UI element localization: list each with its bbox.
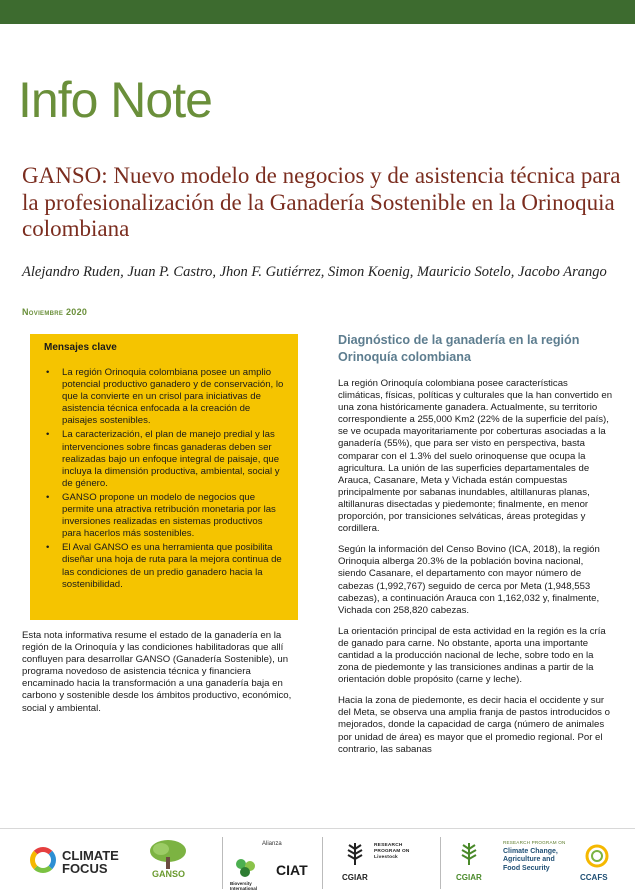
ciat-text: CIAT: [276, 862, 308, 878]
key-messages-heading: Mensajes clave: [44, 342, 117, 353]
footer-separator: [322, 837, 323, 889]
top-banner: [0, 0, 635, 24]
climate-focus-text: CLIMATE FOCUS: [62, 848, 119, 876]
publication-date: Noviembre 2020: [22, 307, 88, 317]
bullet-icon: •: [46, 367, 50, 378]
key-messages-list: [44, 367, 284, 591]
list-item: [44, 492, 284, 540]
list-item: [44, 429, 284, 489]
ganso-text: GANSO: [152, 869, 186, 879]
list-item-text: La caracterización, el plan de manejo predial y las intervenciones sobre fincas ganaderas deben ser realizadas bajo un enfoque integral de paisaje, que incluya la dimensión productiva, ambiental, social y de género.: [62, 429, 280, 489]
cgiar-wheat-icon: [456, 841, 482, 867]
footer-separator: [440, 837, 441, 889]
bullet-icon: •: [46, 491, 50, 503]
footer-logos: [0, 829, 635, 896]
body-paragraph: Según la información del Censo Bovino (ICA, 2018), la región Orinoquia alberga 20.3% de la población bovina nacional, siendo Casanare, el departamento con mayor número de cabezas (1,992,767) seguido de cerca por Meta (1,948,553 cabezas), a continuación Arauca con 1,162,032 y, finalmente, Vichada con 258,820 cabezas.: [338, 544, 600, 616]
document-title: GANSO: Nuevo modelo de negocios y de asistencia técnica para la profesionalización de la Ganadería Sostenible en la Orinoquia colombiana: [22, 163, 621, 241]
bullet-icon: •: [46, 542, 50, 554]
cgiar-text: CGIAR: [456, 873, 482, 882]
cgiar-text: CGIAR: [342, 873, 368, 882]
key-messages-box: [30, 334, 298, 620]
ccafs-full-name: Climate Change, Agriculture and Food Security: [503, 848, 558, 872]
body-paragraph: Hacia la zona de piedemonte, es decir hacia el occidente y sur del Meta, se observa una amplia franja de pastos introducidos o mejorados, donde la capacidad de carga (número de animales por unidad de área) es mayor que el promedio regional. Por el contrario, las sabanas: [338, 695, 610, 755]
ccafs-swirl-icon: [584, 843, 610, 869]
ccafs-text: CCAFS: [580, 873, 608, 882]
list-item-text: La región Orinoquia colombiana posee un amplio potencial productivo ganadero y de conservación, lo que la convierte en un crisol para iniciativas de asistencia técnica enfocada a la creación de paisajes sostenibles.: [62, 367, 284, 427]
ccafs-program-label: RESEARCH PROGRAM ON: [503, 840, 566, 845]
body-paragraph: La región Orinoquía colombiana posee características climáticas, físicas, políticas y culturales que la han convertido en una zona históricamente ganadera. Actualmente, su territorio correspondiente a 255,000 Km2 (22% de la superficie del país), se ve ocupada mayoritariamente por coberturas asociadas a la ganadería (55%), que para ser visto en perspectiva, basta comparar con el 1.3% del suelo orinoquense que ocupa la agricultura. La unión de las superficies departamentales de Arauca, Casanare, Meta y Vichada están compuestas principalmente por sabanas inundables, altillanuras planas, altillanuras disectadas y piedemonte; finalmente, en menor proporción, por transiciones selváticas, áreas protegidas y cordillera.: [338, 378, 613, 535]
ganso-tree-icon: [147, 839, 189, 871]
bullet-icon: •: [46, 429, 50, 441]
body-paragraph: La orientación principal de esta actividad en la región es la cría de ganado para carne. No obstante, aporta una importante cantidad a la producción nacional de leche, sobre todo en la zona de piedemonte y las transiciones andinas a partir de la orientación doble propósito (carne y leche).: [338, 625, 606, 686]
summary-paragraph: Esta nota informativa resume el estado de la ganadería en la región de la Orinoquía y las condiciones habilitadoras que allí confluyen para desarrollar GANSO (Ganadería Sostenible), un programa novedoso de asistencia técnica y financiera encaminado hacia la transformación a una ganadería baja en carbono y sostenible desde los ámbitos productivo, económico, social y ambiental.: [22, 630, 292, 714]
list-item: [44, 367, 284, 427]
ganso-logo: [147, 839, 207, 887]
list-item-text: GANSO propone un modelo de negocios que permite una atractiva retribución monetaria por las inversiones realizadas en sistemas productivos para hacerlos más sostenibles.: [62, 491, 276, 540]
section-heading: Diagnóstico de la ganadería en la región Orinoquía colombiana: [338, 333, 580, 364]
footer-separator: [222, 837, 223, 889]
climate-focus-logo: [30, 847, 140, 877]
alianza-label: Alianza: [262, 841, 282, 847]
series-title: Info Note: [18, 72, 212, 128]
livestock-program-text: RESEARCH PROGRAM ON Livestock: [374, 843, 410, 860]
bioversity-text: Bioversity International: [230, 881, 258, 891]
list-item-text: El Aval GANSO es una herramienta que posibilita diseñar una hoja de ruta para la mejora continua de las condiciones de un predio ganadero hacia la sostenibilidad.: [62, 542, 282, 590]
list-item: [44, 542, 284, 590]
climate-focus-ring-icon: [30, 847, 56, 873]
bioversity-leaf-icon: [232, 856, 262, 880]
section-body: [338, 378, 614, 765]
cgiar-wheat-icon: [342, 841, 368, 867]
authors: Alejandro Ruden, Juan P. Castro, Jhon F. Gutiérrez, Simon Koenig, Mauricio Sotelo, Jacobo Arango: [22, 264, 607, 280]
